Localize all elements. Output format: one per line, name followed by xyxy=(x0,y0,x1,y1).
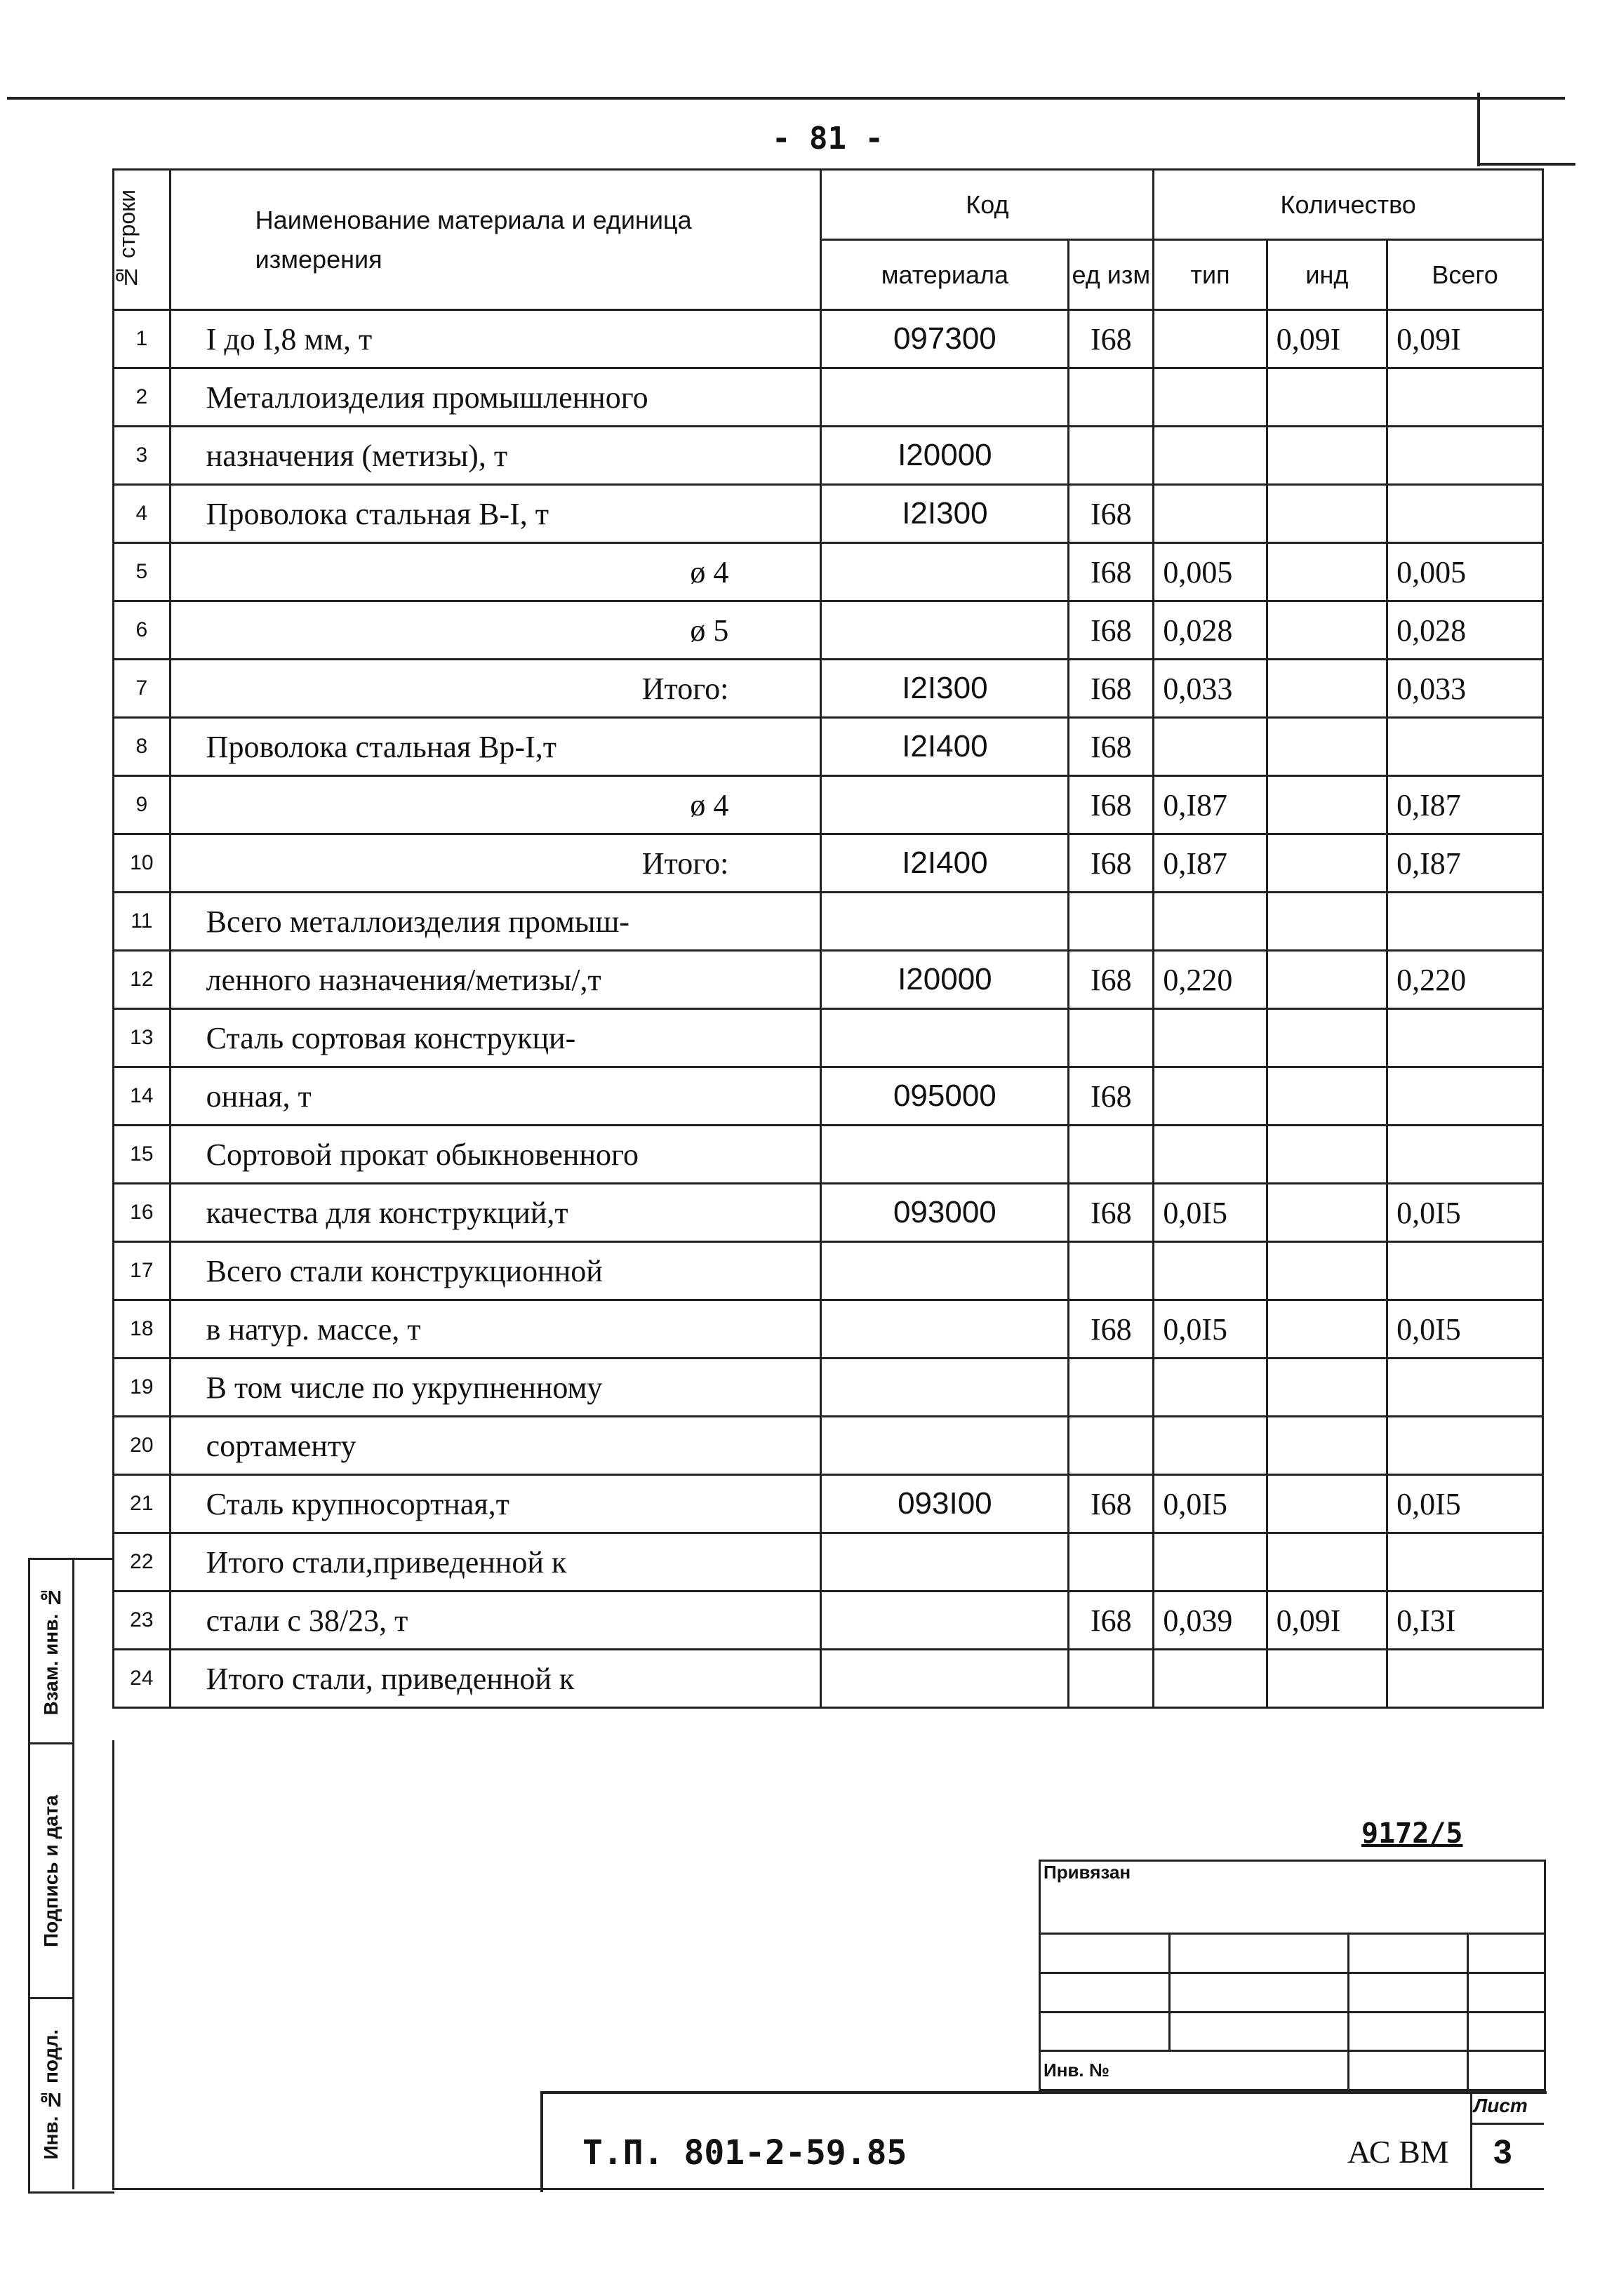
total-cell: 0,09I xyxy=(1387,310,1543,368)
row-number-cell: 13 xyxy=(114,1009,171,1067)
typ-cell xyxy=(1154,1009,1267,1067)
total-cell: 0,033 xyxy=(1387,660,1543,718)
unit-cell: I68 xyxy=(1069,601,1154,660)
material-name-cell: Сталь сортовая конструкци- xyxy=(170,1009,821,1067)
typ-cell xyxy=(1154,1242,1267,1300)
unit-cell xyxy=(1069,368,1154,427)
material-code-cell xyxy=(821,1650,1069,1708)
material-name-cell: в натур. массе, т xyxy=(170,1300,821,1359)
total-cell xyxy=(1387,368,1543,427)
row-number-header: № строки xyxy=(114,170,171,310)
unit-cell xyxy=(1069,427,1154,485)
material-name-cell: Сталь крупносортная,т xyxy=(170,1475,821,1533)
row-number-cell: 24 xyxy=(114,1650,171,1708)
material-name-cell: Всего стали конструкционной xyxy=(170,1242,821,1300)
material-name-cell: Всего металлоизделия промыш- xyxy=(170,893,821,951)
table-row xyxy=(114,427,1543,485)
total-cell: 0,I3I xyxy=(1387,1591,1543,1650)
ind-cell xyxy=(1267,1009,1387,1067)
ind-header: инд xyxy=(1267,240,1387,310)
unit-cell: I68 xyxy=(1069,310,1154,368)
material-code-cell: I2I400 xyxy=(821,718,1069,776)
unit-cell: I68 xyxy=(1069,718,1154,776)
typ-cell xyxy=(1154,368,1267,427)
sheet-divider xyxy=(1470,2123,1544,2125)
material-code-cell xyxy=(821,1300,1069,1359)
row-number-cell: 8 xyxy=(114,718,171,776)
document-code: 9172/5 xyxy=(1361,1817,1463,1850)
material-code-cell xyxy=(821,1359,1069,1417)
inv-no-label: Инв. № xyxy=(1040,2051,1349,2090)
ind-cell xyxy=(1267,660,1387,718)
material-name-cell: ленного назначения/метизы/,т xyxy=(170,951,821,1009)
material-code-cell xyxy=(821,601,1069,660)
row-number-cell: 9 xyxy=(114,776,171,834)
material-code-cell xyxy=(821,776,1069,834)
typ-cell xyxy=(1154,1126,1267,1184)
total-cell: 0,005 xyxy=(1387,543,1543,601)
row-number-cell: 7 xyxy=(114,660,171,718)
tp-code: Т.П. 801-2-59.85 xyxy=(582,2133,907,2172)
material-code-cell xyxy=(821,1009,1069,1067)
unit-cell: I68 xyxy=(1069,1475,1154,1533)
typ-cell: 0,033 xyxy=(1154,660,1267,718)
material-name-cell: Итого: xyxy=(170,834,821,893)
typ-cell: 0,I87 xyxy=(1154,834,1267,893)
total-cell xyxy=(1387,427,1543,485)
code-group-header: Код xyxy=(821,170,1154,240)
ind-cell xyxy=(1267,601,1387,660)
table-row xyxy=(114,893,1543,951)
sheet-label: Лист xyxy=(1474,2095,1528,2116)
total-cell: 0,0I5 xyxy=(1387,1184,1543,1242)
page-number: - 81 - xyxy=(772,121,884,156)
ind-cell xyxy=(1267,1475,1387,1533)
ind-cell xyxy=(1267,1184,1387,1242)
side-divider xyxy=(112,1740,114,2189)
material-code-cell: 093000 xyxy=(821,1184,1069,1242)
ind-cell xyxy=(1267,485,1387,543)
unit-cell: I68 xyxy=(1069,1591,1154,1650)
row-number-cell: 2 xyxy=(114,368,171,427)
material-name-cell: Проволока стальная Вр-I,т xyxy=(170,718,821,776)
side-podpis-data: Подпись и дата xyxy=(30,1744,74,1999)
row-number-cell: 1 xyxy=(114,310,171,368)
row-number-cell: 14 xyxy=(114,1067,171,1126)
material-name-cell: Сортовой прокат обыкновенного xyxy=(170,1126,821,1184)
material-name-cell: сортаменту xyxy=(170,1417,821,1475)
material-name-cell: В том числе по укрупненному xyxy=(170,1359,821,1417)
ind-cell xyxy=(1267,1359,1387,1417)
ind-cell xyxy=(1267,776,1387,834)
unit-cell: I68 xyxy=(1069,1067,1154,1126)
unit-cell: I68 xyxy=(1069,834,1154,893)
total-cell xyxy=(1387,1242,1543,1300)
unit-cell: I68 xyxy=(1069,543,1154,601)
typ-cell: 0,005 xyxy=(1154,543,1267,601)
total-cell xyxy=(1387,1650,1543,1708)
bottom-rule xyxy=(112,2188,1544,2190)
total-cell xyxy=(1387,893,1543,951)
typ-cell xyxy=(1154,1650,1267,1708)
table-row xyxy=(114,1242,1543,1300)
table-row xyxy=(114,1533,1543,1591)
side-inv-podl: Инв. № подл. xyxy=(30,1999,74,2189)
material-name-cell: Проволока стальная В-I, т xyxy=(170,485,821,543)
ind-cell xyxy=(1267,1533,1387,1591)
ind-cell: 0,09I xyxy=(1267,1591,1387,1650)
row-number-cell: 19 xyxy=(114,1359,171,1417)
ind-cell xyxy=(1267,1650,1387,1708)
total-cell: 0,220 xyxy=(1387,951,1543,1009)
row-number-cell: 21 xyxy=(114,1475,171,1533)
total-cell: 0,I87 xyxy=(1387,834,1543,893)
typ-cell: 0,039 xyxy=(1154,1591,1267,1650)
unit-cell xyxy=(1069,1359,1154,1417)
drawing-mark: АС ВМ xyxy=(1347,2134,1449,2170)
material-code-cell: I20000 xyxy=(821,951,1069,1009)
material-name-cell: I до I,8 мм, т xyxy=(170,310,821,368)
top-frame-horizontal xyxy=(1477,163,1575,166)
material-code-cell xyxy=(821,1242,1069,1300)
top-rule xyxy=(7,97,1565,100)
table-row xyxy=(114,1475,1543,1533)
table-row xyxy=(114,368,1543,427)
ind-cell xyxy=(1267,1067,1387,1126)
material-code-cell: I2I300 xyxy=(821,660,1069,718)
quantity-group-header: Количество xyxy=(1154,170,1543,240)
side-vzam-inv: Взам. инв. № xyxy=(30,1560,74,1744)
row-number-cell: 23 xyxy=(114,1591,171,1650)
ind-cell xyxy=(1267,543,1387,601)
total-cell xyxy=(1387,485,1543,543)
total-cell: 0,0I5 xyxy=(1387,1475,1543,1533)
typ-cell xyxy=(1154,310,1267,368)
materials-table xyxy=(112,168,1544,1709)
total-cell: 0,0I5 xyxy=(1387,1300,1543,1359)
row-number-cell: 16 xyxy=(114,1184,171,1242)
table-row xyxy=(114,1359,1543,1417)
material-name-cell: ø 4 xyxy=(170,543,821,601)
table-row xyxy=(114,543,1543,601)
material-name-cell: онная, т xyxy=(170,1067,821,1126)
ind-cell xyxy=(1267,893,1387,951)
table-row xyxy=(114,951,1543,1009)
privyazan-label: Привязан xyxy=(1040,1861,1545,1934)
ind-cell xyxy=(1267,1300,1387,1359)
material-code-cell: I2I400 xyxy=(821,834,1069,893)
material-name-cell: стали с 38/23, т xyxy=(170,1591,821,1650)
material-code-cell xyxy=(821,543,1069,601)
ind-cell xyxy=(1267,1126,1387,1184)
row-number-cell: 10 xyxy=(114,834,171,893)
table-row xyxy=(114,310,1543,368)
material-name-cell: Итого: xyxy=(170,660,821,718)
typ-cell: 0,I87 xyxy=(1154,776,1267,834)
unit-cell: I68 xyxy=(1069,776,1154,834)
ind-cell xyxy=(1267,834,1387,893)
ind-cell xyxy=(1267,1417,1387,1475)
row-number-cell: 20 xyxy=(114,1417,171,1475)
table-row xyxy=(114,1009,1543,1067)
typ-cell: 0,220 xyxy=(1154,951,1267,1009)
material-code-cell xyxy=(821,893,1069,951)
table-row xyxy=(114,776,1543,834)
total-cell xyxy=(1387,1126,1543,1184)
total-cell xyxy=(1387,1417,1543,1475)
table-body xyxy=(114,310,1543,1708)
typ-cell xyxy=(1154,1533,1267,1591)
material-name-cell: Итого стали,приведенной к xyxy=(170,1533,821,1591)
ind-cell xyxy=(1267,368,1387,427)
material-code-cell xyxy=(821,1126,1069,1184)
table-row xyxy=(114,1126,1543,1184)
name-header: Наименование материала и единица измерения xyxy=(170,170,821,310)
total-cell xyxy=(1387,1359,1543,1417)
material-name-cell: назначения (метизы), т xyxy=(170,427,821,485)
material-code-cell xyxy=(821,368,1069,427)
unit-header: ед изм xyxy=(1069,240,1154,310)
row-number-cell: 4 xyxy=(114,485,171,543)
unit-cell xyxy=(1069,1533,1154,1591)
unit-cell xyxy=(1069,1650,1154,1708)
table-row xyxy=(114,1650,1543,1708)
table-row xyxy=(114,1184,1543,1242)
typ-cell: 0,0I5 xyxy=(1154,1300,1267,1359)
row-number-cell: 11 xyxy=(114,893,171,951)
binding-stamp xyxy=(1039,1860,1546,2091)
table-row xyxy=(114,601,1543,660)
unit-cell: I68 xyxy=(1069,1184,1154,1242)
ind-cell: 0,09I xyxy=(1267,310,1387,368)
material-code-cell: I2I300 xyxy=(821,485,1069,543)
unit-cell xyxy=(1069,1242,1154,1300)
row-number-cell: 6 xyxy=(114,601,171,660)
ind-cell xyxy=(1267,427,1387,485)
material-code-cell xyxy=(821,1533,1069,1591)
row-number-cell: 5 xyxy=(114,543,171,601)
material-code-cell: 093I00 xyxy=(821,1475,1069,1533)
total-cell: 0,I87 xyxy=(1387,776,1543,834)
typ-cell xyxy=(1154,1417,1267,1475)
ind-cell xyxy=(1267,951,1387,1009)
unit-cell xyxy=(1069,1009,1154,1067)
typ-cell xyxy=(1154,427,1267,485)
typ-cell xyxy=(1154,893,1267,951)
typ-cell xyxy=(1154,718,1267,776)
typ-cell: 0,0I5 xyxy=(1154,1184,1267,1242)
table-row xyxy=(114,1417,1543,1475)
table-row xyxy=(114,834,1543,893)
typ-header: тип xyxy=(1154,240,1267,310)
typ-cell xyxy=(1154,1359,1267,1417)
total-cell xyxy=(1387,718,1543,776)
table-row xyxy=(114,1300,1543,1359)
typ-cell xyxy=(1154,1067,1267,1126)
total-cell: 0,028 xyxy=(1387,601,1543,660)
material-name-cell: ø 4 xyxy=(170,776,821,834)
row-number-cell: 3 xyxy=(114,427,171,485)
code-material-header: материала xyxy=(821,240,1069,310)
material-name-cell: Металлоизделия промышленного xyxy=(170,368,821,427)
sheet-number: 3 xyxy=(1493,2134,1512,2171)
top-frame-vertical xyxy=(1477,93,1480,166)
unit-cell xyxy=(1069,1126,1154,1184)
material-name-cell: ø 5 xyxy=(170,601,821,660)
total-header: Всего xyxy=(1387,240,1543,310)
table-row xyxy=(114,1067,1543,1126)
unit-cell xyxy=(1069,1417,1154,1475)
material-name-cell: качества для конструкций,т xyxy=(170,1184,821,1242)
ind-cell xyxy=(1267,718,1387,776)
unit-cell: I68 xyxy=(1069,1300,1154,1359)
row-number-cell: 15 xyxy=(114,1126,171,1184)
unit-cell: I68 xyxy=(1069,951,1154,1009)
unit-cell xyxy=(1069,893,1154,951)
table-row xyxy=(114,660,1543,718)
material-code-cell xyxy=(821,1591,1069,1650)
material-code-cell: I20000 xyxy=(821,427,1069,485)
row-number-cell: 18 xyxy=(114,1300,171,1359)
unit-cell: I68 xyxy=(1069,485,1154,543)
total-cell xyxy=(1387,1533,1543,1591)
table-row xyxy=(114,485,1543,543)
table-row xyxy=(114,1591,1543,1650)
material-code-cell: 097300 xyxy=(821,310,1069,368)
total-cell xyxy=(1387,1009,1543,1067)
typ-cell xyxy=(1154,485,1267,543)
ind-cell xyxy=(1267,1242,1387,1300)
side-stamp xyxy=(28,1558,114,2194)
typ-cell: 0,028 xyxy=(1154,601,1267,660)
row-number-cell: 12 xyxy=(114,951,171,1009)
material-code-cell xyxy=(821,1417,1069,1475)
material-code-cell: 095000 xyxy=(821,1067,1069,1126)
unit-cell: I68 xyxy=(1069,660,1154,718)
total-cell xyxy=(1387,1067,1543,1126)
material-name-cell: Итого стали, приведенной к xyxy=(170,1650,821,1708)
row-number-cell: 17 xyxy=(114,1242,171,1300)
typ-cell: 0,0I5 xyxy=(1154,1475,1267,1533)
table-row xyxy=(114,718,1543,776)
row-number-cell: 22 xyxy=(114,1533,171,1591)
